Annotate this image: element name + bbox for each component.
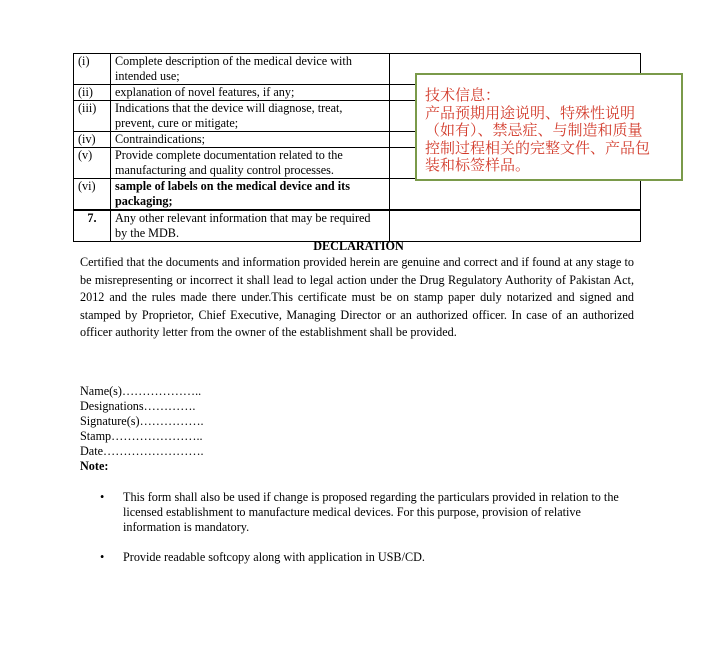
signature-fields [80,384,204,474]
empty-cell [390,210,641,242]
row-text: Complete description of the medical device with intended use; [111,54,390,85]
row-text: Contraindications; [111,132,390,148]
row-number: (iii) [74,101,111,132]
bullet-icon: • [100,550,105,564]
stamp-field: Stamp………………….. [80,429,203,443]
row-text: Indications that the device will diagnose, treat, prevent, cure or mitigate; [111,101,390,132]
row-text: Provide complete documentation related to the manufacturing and quality control processes. [111,148,390,179]
designations-field: Designations…………. [80,399,196,413]
row-text: sample of labels on the medical device and its packaging; [111,179,390,211]
list-item [100,550,640,565]
table-row [74,179,641,211]
annotation-line: 产品预期用途说明、特殊性说明 [425,103,636,122]
notes-list [100,490,640,580]
declaration-body: Certified that the documents and information provided herein are genuine and correct and if found at any stage to be misrepresenting or incorrect it shall lead to legal action under the Drug Regulatory Authority of Pakistan Act, 2012 and the rules made there under.This certificate must be on stamp paper duly notarized and signed and stamped by Proprietor, Chief Executive, Managing Director or an authorized officer. In case of an authorized officer authority letter from the owner of the establishment shall be provided. [80,255,634,339]
date-field: Date……………………. [80,444,204,458]
row-number: (iv) [74,132,111,148]
bullet-icon: • [100,490,105,504]
row-text: explanation of novel features, if any; [111,85,390,101]
row-number: 7. [74,210,111,242]
list-item [100,490,640,535]
row-number: (ii) [74,85,111,101]
signature-field: Signature(s)……………. [80,414,204,428]
note-label: Note: [80,459,109,473]
declaration-title: DECLARATION [313,239,404,253]
annotation-line: （如有）、禁忌症、与制造和质量 [425,121,643,139]
note-text: This form shall also be used if change is proposed regarding the particulars provided in relation to the licensed establishment to manufacture medical devices. For this purpose, provision of relative information is mandatory. [123,490,619,534]
annotation-box [415,73,683,181]
note-text: Provide readable softcopy along with application in USB/CD. [123,550,425,564]
empty-cell [390,179,641,211]
row-number: (i) [74,54,111,85]
row-number: (v) [74,148,111,179]
annotation-line: 装和标签样品。 [425,156,531,174]
annotation-line: 技术信息： [425,86,501,104]
name-field: Name(s)……………….. [80,384,202,398]
table-row [74,210,641,242]
annotation-line: 控制过程相关的完整文件、产品包 [425,138,651,157]
row-text: Any other relevant information that may be required by the MDB. [111,210,390,242]
row-number: (vi) [74,179,111,211]
